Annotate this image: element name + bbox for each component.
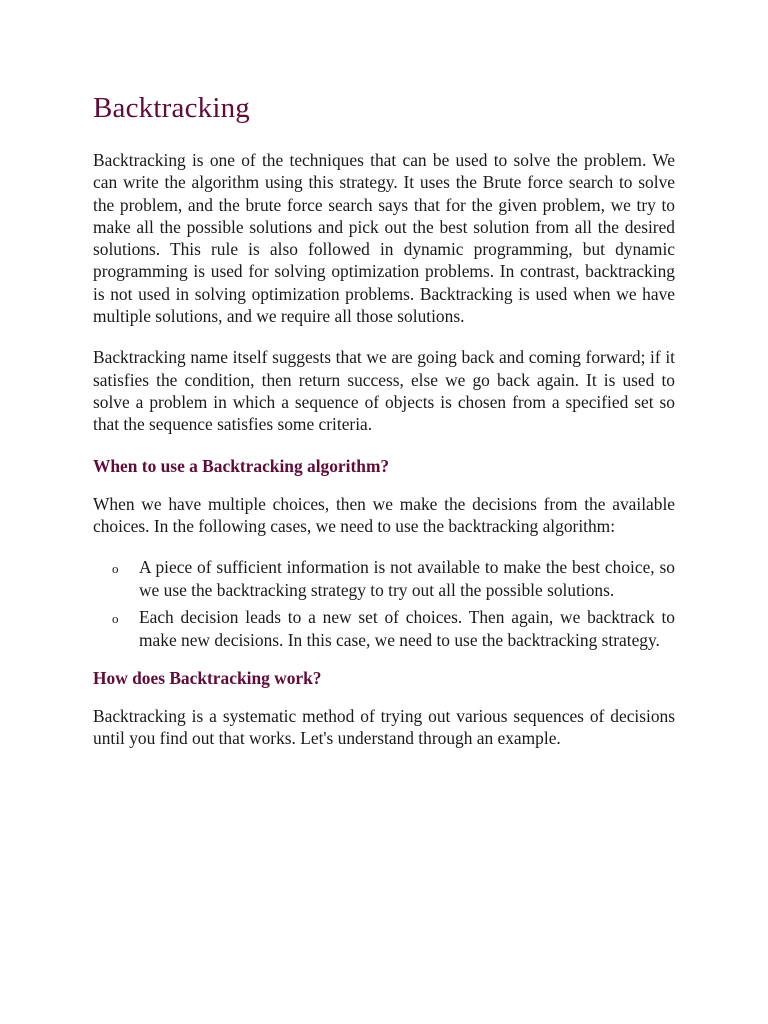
intro-paragraph-1: Backtracking is one of the techniques that can be used to solve the problem. We can write the algorithm using this strategy. It uses the Brute force search to solve the problem, and the brute force search says that for the given problem, we try to make all the possible solutions and pick out the best solution from all the desired solutions. This rule is also followed in dynamic programming, but dynamic programming is used for solving optimization problems. In contrast, backtracking is not used in solving optimization problems. Backtracking is used when we have multiple solutions, and we require all those solutions. bbox=[93, 150, 675, 327]
list-item-text: Each decision leads to a new set of choices. Then again, we backtrack to make new decisions. In this case, we need to use the backtracking strategy. bbox=[139, 606, 675, 650]
section-heading-how: How does Backtracking work? bbox=[93, 667, 322, 688]
bullet-list bbox=[93, 556, 675, 652]
document-page bbox=[93, 88, 675, 769]
page-title: Backtracking bbox=[93, 92, 251, 124]
intro-paragraph-2: Backtracking name itself suggests that we are going back and coming forward; if it satisfies the condition, then return success, else we go back again. It is used to solve a problem in which a sequence of objects is chosen from a specified set so that the sequence satisfies some criteria. bbox=[93, 347, 675, 435]
list-item bbox=[93, 606, 675, 652]
list-item bbox=[93, 556, 675, 602]
section-heading-when: When to use a Backtracking algorithm? bbox=[93, 455, 390, 476]
bullet-circle-icon: o bbox=[112, 610, 119, 626]
section-when-paragraph: When we have multiple choices, then we make the decisions from the available choices. In the following cases, we need to use the backtracking algorithm: bbox=[93, 493, 675, 536]
list-item-text: A piece of sufficient information is not available to make the best choice, so we use the backtracking strategy to try out all the possible solutions. bbox=[139, 557, 675, 601]
section-how-paragraph: Backtracking is a systematic method of trying out various sequences of decisions until you find out that works. Let's understand through an example. bbox=[93, 705, 675, 749]
bullet-circle-icon: o bbox=[112, 561, 119, 577]
